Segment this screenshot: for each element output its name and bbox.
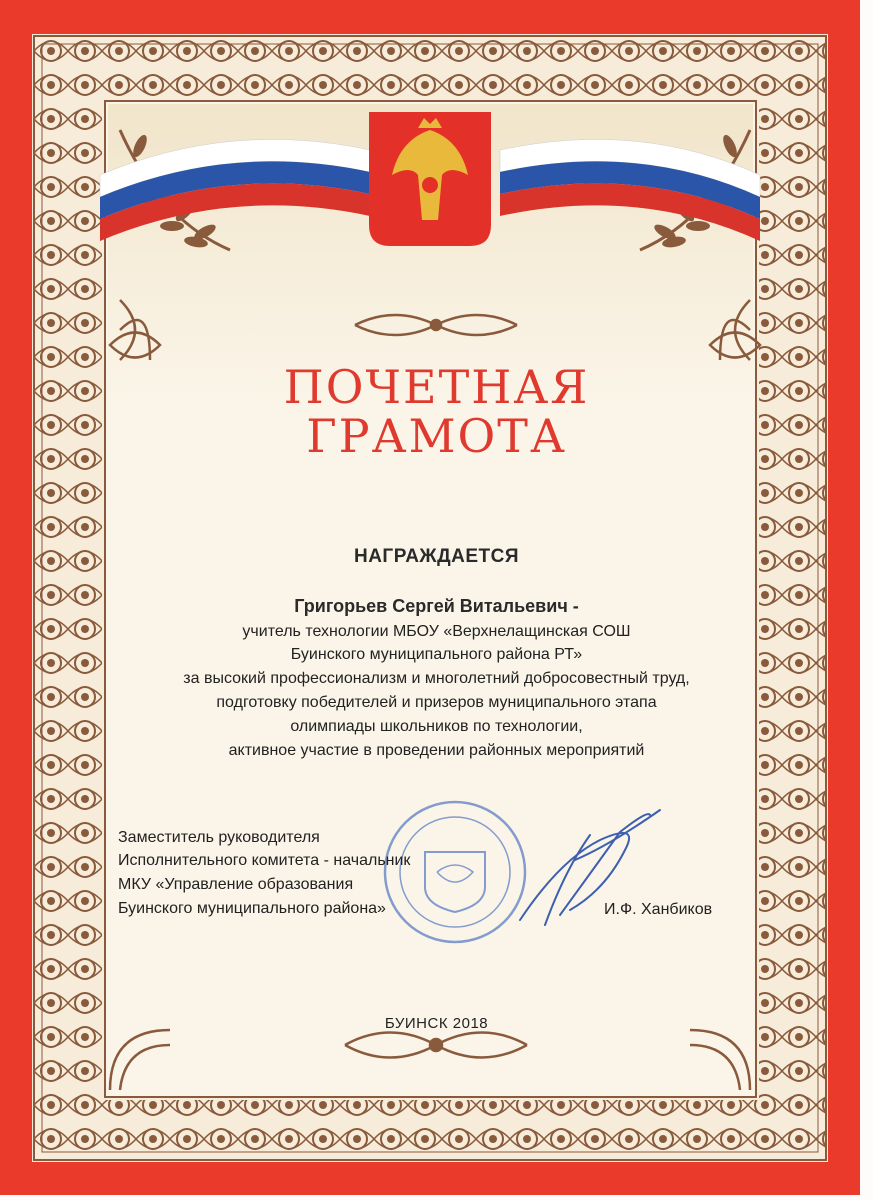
signatory-title-line: Буинского муниципального района»	[118, 900, 386, 917]
signer-name: И.Ф. Ханбиков	[604, 901, 713, 918]
body-line: подготовку победителей и призеров муниципального этапа	[216, 694, 657, 711]
signatory-title-line: Заместитель руководителя	[118, 829, 320, 846]
border-top	[34, 36, 826, 98]
divider-ornament-top-icon	[355, 315, 517, 335]
divider-ornament-bottom-icon	[345, 1033, 527, 1058]
corner-ornament-bottom-right-icon	[690, 1030, 750, 1090]
awarded-heading: НАГРАЖДАЕТСЯ	[353, 546, 520, 567]
border-bottom	[34, 1100, 826, 1160]
signatory-title-line: Исполнительного комитета - начальник	[118, 852, 411, 869]
place-year: БУИНСК 2018	[384, 1015, 489, 1032]
body-line: учитель технологии МБОУ «Верхнелащинская СОШ	[242, 623, 631, 640]
scroll-ornament-right-icon	[710, 300, 760, 360]
body-line: олимпиады школьников по технологии,	[290, 718, 583, 735]
scroll-ornament-left-icon	[110, 300, 160, 360]
recipient-name: Григорьев Сергей Витальевич -	[294, 596, 579, 616]
corner-ornament-bottom-left-icon	[110, 1030, 170, 1090]
signatory-title-line: МКУ «Управление образования	[118, 876, 354, 893]
title-line-2: ГРАМОТА	[306, 409, 567, 463]
body-line: Буинского муниципального района РТ»	[290, 646, 583, 663]
body-line: активное участие в проведении районных мероприятий	[228, 742, 645, 759]
russian-coat-of-arms-icon	[369, 112, 491, 246]
official-seal-icon	[385, 802, 525, 942]
body-line: за высокий профессионализм и многолетний добросовестный труд,	[183, 670, 690, 687]
title-line-1: ПОЧЕТНАЯ	[283, 360, 590, 414]
